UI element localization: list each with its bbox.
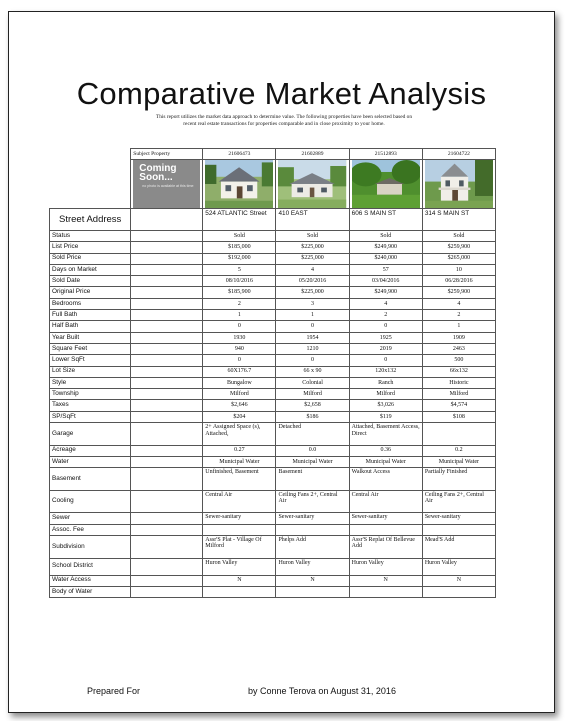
table-row — [50, 490, 496, 513]
row-label: Garage — [50, 423, 131, 446]
comp-value-cell: 1909 — [422, 332, 495, 343]
subject-value-cell — [131, 310, 203, 321]
comp-value-cell: 0.0 — [276, 445, 349, 456]
comp-value-cell: Attached, Basement Access, Direct — [349, 423, 422, 446]
table-row — [50, 276, 496, 287]
subject-value-cell — [131, 445, 203, 456]
comp-value-cell: 0 — [203, 321, 276, 332]
comp-value-cell: N — [422, 575, 495, 586]
comp-value-cell: 2 — [203, 298, 276, 309]
table-row — [50, 575, 496, 586]
comp-value-cell: 57 — [349, 264, 422, 275]
comp-value-cell: Assr'S Plat - Village Of Milford — [203, 535, 276, 558]
mls-number: 21606473 — [203, 149, 276, 160]
table-row — [50, 230, 496, 241]
row-label: Year Built — [50, 332, 131, 343]
comp-value-cell: 0.27 — [203, 445, 276, 456]
subject-value-cell — [131, 558, 203, 575]
comp-value-cell: Ceiling Fans 2+, Central Air — [276, 490, 349, 513]
subject-value-cell — [131, 230, 203, 241]
comp-value-cell: 1954 — [276, 332, 349, 343]
table-row — [50, 456, 496, 467]
subject-value-cell — [131, 411, 203, 422]
comp-value-cell: Municipal Water — [422, 456, 495, 467]
coming-soon-title: Coming Soon... — [139, 163, 177, 183]
table-row — [50, 468, 496, 491]
row-label: Township — [50, 389, 131, 400]
street-address-label: Street Address — [50, 208, 131, 230]
comparison-table — [49, 148, 496, 598]
comp-value-cell: $108 — [422, 411, 495, 422]
comp-value-cell: $225,000 — [276, 253, 349, 264]
subject-value-cell — [131, 524, 203, 535]
subject-value-cell — [131, 377, 203, 388]
row-label: SP/SqFt — [50, 411, 131, 422]
subject-value-cell — [131, 343, 203, 354]
subject-value-cell — [131, 586, 203, 597]
row-label: Sold Price — [50, 253, 131, 264]
table-row — [50, 513, 496, 524]
comp-value-cell: 0.2 — [422, 445, 495, 456]
row-label: School District — [50, 558, 131, 575]
prepared-by: by Conne Terova on August 31, 2016 — [248, 686, 396, 696]
table-row — [50, 377, 496, 388]
row-label: Square Feet — [50, 343, 131, 354]
comp-value-cell: Ceiling Fans 2+, Central Air — [422, 490, 495, 513]
comp-value-cell: 1 — [276, 310, 349, 321]
subject-value-cell — [131, 389, 203, 400]
table-row — [50, 332, 496, 343]
comp-value-cell: Assr'S Replat Of Bellevue Add — [349, 535, 422, 558]
row-label: Days on Market — [50, 264, 131, 275]
row-label: Lot Size — [50, 366, 131, 377]
row-label: Half Bath — [50, 321, 131, 332]
row-label: Assoc. Fee — [50, 524, 131, 535]
subject-property-header: Subject Property — [131, 149, 203, 160]
table-row — [50, 586, 496, 597]
comp-value-cell: Central Air — [203, 490, 276, 513]
comp-value-cell — [422, 423, 495, 446]
row-label: Lower SqFt — [50, 355, 131, 366]
comp-value-cell: 60X176.7 — [203, 366, 276, 377]
table-row — [50, 343, 496, 354]
subject-value-cell — [131, 355, 203, 366]
comp-value-cell: 1 — [203, 310, 276, 321]
subject-value-cell — [131, 575, 203, 586]
subject-value-cell — [131, 276, 203, 287]
row-label: Original Price — [50, 287, 131, 298]
comp-value-cell: Sold — [349, 230, 422, 241]
comp-value-cell: 1210 — [276, 343, 349, 354]
comp-value-cell: Municipal Water — [349, 456, 422, 467]
comp-value-cell: 2019 — [349, 343, 422, 354]
subject-value-cell — [131, 287, 203, 298]
subject-value-cell — [131, 366, 203, 377]
row-label: Taxes — [50, 400, 131, 411]
page-title: Comparative Market Analysis — [76, 76, 487, 111]
comp-value-cell: 10 — [422, 264, 495, 275]
comp-value-cell: 2+ Assigned Space (s), Attached, — [203, 423, 276, 446]
comp-value-cell: 3 — [276, 298, 349, 309]
comp-address: 524 ATLANTIC Street — [203, 208, 276, 230]
table-row — [50, 535, 496, 558]
comp-value-cell: 0 — [276, 321, 349, 332]
table-row — [50, 355, 496, 366]
comp-value-cell: 1930 — [203, 332, 276, 343]
comp-value-cell: 2 — [349, 310, 422, 321]
subject-value-cell — [131, 490, 203, 513]
comp-value-cell: $186 — [276, 411, 349, 422]
comp-value-cell: 5 — [203, 264, 276, 275]
intro-text: This report utilizes the market data approach to determine value. The following properties have been selected based on recent real estate transactions for properties comparable and in close proximity to your home. — [155, 114, 413, 127]
report-page — [8, 11, 555, 713]
table-row — [50, 445, 496, 456]
table-row — [50, 321, 496, 332]
row-label: Bedrooms — [50, 298, 131, 309]
comp-value-cell: Huron Valley — [349, 558, 422, 575]
row-label: Body of Water — [50, 586, 131, 597]
subject-value-cell — [131, 298, 203, 309]
comp-value-cell: 4 — [276, 264, 349, 275]
comp-value-cell: Walkout Access — [349, 468, 422, 491]
comp-value-cell: Partially Finished — [422, 468, 495, 491]
comp-value-cell: $225,000 — [276, 242, 349, 253]
comp-value-cell: 66 x 90 — [276, 366, 349, 377]
subject-value-cell — [131, 321, 203, 332]
row-label: Status — [50, 230, 131, 241]
comp-value-cell: Detached — [276, 423, 349, 446]
comp-value-cell: $185,000 — [203, 242, 276, 253]
prepared-for: Prepared For — [87, 686, 141, 696]
comp-value-cell: $259,900 — [422, 242, 495, 253]
comp-photo-4 — [425, 160, 493, 208]
comp-value-cell: 120x132 — [349, 366, 422, 377]
mls-number: 21512893 — [349, 149, 422, 160]
comp-value-cell: $2,646 — [203, 400, 276, 411]
comp-value-cell: 03/04/2016 — [349, 276, 422, 287]
mls-number: 21604722 — [422, 149, 495, 160]
comp-value-cell: Sewer-sanitary — [203, 513, 276, 524]
comp-value-cell: Huron Valley — [203, 558, 276, 575]
subject-value-cell — [131, 264, 203, 275]
row-label: Basement — [50, 468, 131, 491]
comp-value-cell: 4 — [422, 298, 495, 309]
table-row — [50, 524, 496, 535]
comp-value-cell: $249,900 — [349, 287, 422, 298]
comp-value-cell: $192,000 — [203, 253, 276, 264]
comp-value-cell: $2,658 — [276, 400, 349, 411]
comp-value-cell: $225,000 — [276, 287, 349, 298]
comp-photo-3 — [352, 160, 420, 208]
subject-value-cell — [131, 535, 203, 558]
comp-value-cell: 1 — [422, 321, 495, 332]
table-row — [50, 287, 496, 298]
row-label: Sold Date — [50, 276, 131, 287]
comp-value-cell: 0 — [349, 321, 422, 332]
row-label: Acreage — [50, 445, 131, 456]
comp-value-cell: 0 — [349, 355, 422, 366]
subject-value-cell — [131, 242, 203, 253]
comp-value-cell: N — [203, 575, 276, 586]
comp-value-cell: 0.36 — [349, 445, 422, 456]
comp-address: 606 S MAIN ST — [349, 208, 422, 230]
table-row — [50, 298, 496, 309]
comp-value-cell: 2463 — [422, 343, 495, 354]
comp-value-cell: Milford — [203, 389, 276, 400]
table-row — [50, 400, 496, 411]
header-row — [50, 149, 496, 160]
comp-value-cell: Milford — [349, 389, 422, 400]
comp-address: 410 EAST — [276, 208, 349, 230]
comp-value-cell: $3,026 — [349, 400, 422, 411]
row-label: Water Access — [50, 575, 131, 586]
comp-value-cell: $204 — [203, 411, 276, 422]
comp-value-cell: $265,000 — [422, 253, 495, 264]
comp-value-cell: Sold — [203, 230, 276, 241]
comp-value-cell — [349, 586, 422, 597]
comp-value-cell: 66x132 — [422, 366, 495, 377]
comp-value-cell: Sewer-sanitary — [422, 513, 495, 524]
comp-value-cell: Unfinished, Basement — [203, 468, 276, 491]
comp-value-cell — [276, 524, 349, 535]
comp-value-cell: 2 — [422, 310, 495, 321]
mls-number: 21602889 — [276, 149, 349, 160]
comp-value-cell: Mead'S Add — [422, 535, 495, 558]
table-row — [50, 411, 496, 422]
comp-value-cell: $119 — [349, 411, 422, 422]
coming-soon-note: no photo is available at this time — [142, 184, 194, 188]
coming-soon-placeholder — [133, 160, 200, 208]
comp-value-cell — [276, 586, 349, 597]
comp-value-cell — [203, 524, 276, 535]
photo-row — [50, 160, 496, 209]
subject-value-cell — [131, 400, 203, 411]
comp-value-cell: Sewer-sanitary — [349, 513, 422, 524]
subject-value-cell — [131, 456, 203, 467]
comp-photo-2 — [278, 160, 346, 208]
table-row — [50, 389, 496, 400]
comp-value-cell: 0 — [276, 355, 349, 366]
comp-value-cell: Central Air — [349, 490, 422, 513]
row-label: Cooling — [50, 490, 131, 513]
table-row — [50, 558, 496, 575]
subject-value-cell — [131, 513, 203, 524]
comp-value-cell — [422, 586, 495, 597]
comp-value-cell: $240,000 — [349, 253, 422, 264]
comp-value-cell — [203, 586, 276, 597]
comp-value-cell: Historic — [422, 377, 495, 388]
comp-value-cell: 08/10/2016 — [203, 276, 276, 287]
comp-value-cell: Municipal Water — [276, 456, 349, 467]
subject-value-cell — [131, 468, 203, 491]
comp-photo-1 — [205, 160, 273, 208]
comp-value-cell: Huron Valley — [422, 558, 495, 575]
comp-value-cell: $259,900 — [422, 287, 495, 298]
row-label: Sewer — [50, 513, 131, 524]
comp-value-cell: 500 — [422, 355, 495, 366]
comp-value-cell: 1925 — [349, 332, 422, 343]
table-row — [50, 366, 496, 377]
comp-value-cell: Sold — [276, 230, 349, 241]
subject-value-cell — [131, 332, 203, 343]
comp-value-cell: Milford — [422, 389, 495, 400]
comp-value-cell: $4,574 — [422, 400, 495, 411]
comp-value-cell: Colonial — [276, 377, 349, 388]
comp-value-cell: Milford — [276, 389, 349, 400]
comp-value-cell: 05/20/2016 — [276, 276, 349, 287]
row-label: Full Bath — [50, 310, 131, 321]
comp-value-cell — [349, 524, 422, 535]
comp-value-cell: $249,900 — [349, 242, 422, 253]
row-label: Style — [50, 377, 131, 388]
table-row — [50, 423, 496, 446]
subject-value-cell — [131, 253, 203, 264]
comp-value-cell: Basement — [276, 468, 349, 491]
comp-value-cell: Ranch — [349, 377, 422, 388]
comp-value-cell: 940 — [203, 343, 276, 354]
subject-value-cell — [131, 423, 203, 446]
table-row — [50, 264, 496, 275]
table-row — [50, 253, 496, 264]
comp-value-cell: $185,900 — [203, 287, 276, 298]
comp-value-cell: Sold — [422, 230, 495, 241]
comp-value-cell: 0 — [203, 355, 276, 366]
row-label: Water — [50, 456, 131, 467]
table-row — [50, 310, 496, 321]
comp-value-cell: Huron Valley — [276, 558, 349, 575]
comp-value-cell — [422, 524, 495, 535]
comp-value-cell: Municipal Water — [203, 456, 276, 467]
row-label: List Price — [50, 242, 131, 253]
comp-value-cell: 4 — [349, 298, 422, 309]
comp-address: 314 S MAIN ST — [422, 208, 495, 230]
table-row — [50, 242, 496, 253]
comp-value-cell: Sewer-sanitary — [276, 513, 349, 524]
comp-value-cell: Bungalow — [203, 377, 276, 388]
comp-value-cell: N — [349, 575, 422, 586]
row-label: Subdivision — [50, 535, 131, 558]
comp-value-cell: N — [276, 575, 349, 586]
address-row — [50, 208, 496, 230]
comp-value-cell: Phelps Add — [276, 535, 349, 558]
comp-value-cell: 06/28/2016 — [422, 276, 495, 287]
